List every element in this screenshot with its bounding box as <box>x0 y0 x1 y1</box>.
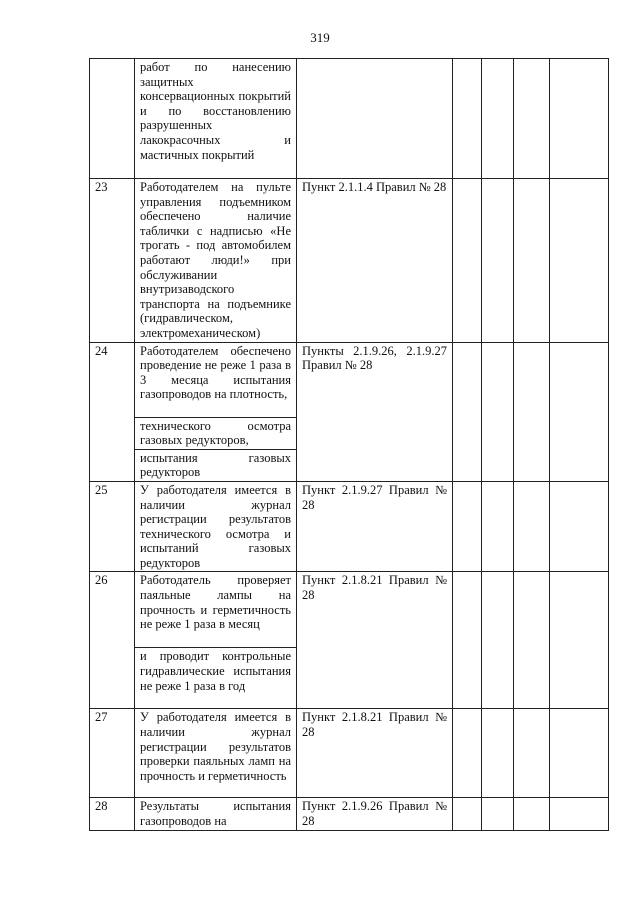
requirement-cell: испытания газовых редукторов <box>135 449 297 481</box>
reference-cell: Пункты 2.1.9.26, 2.1.9.27 Правил № 28 <box>297 342 453 481</box>
answer-cell-na <box>514 179 550 343</box>
answer-cell-yes <box>453 342 482 481</box>
reference-cell: Пункт 2.1.8.21 Правил № 28 <box>297 709 453 798</box>
answer-cell-na <box>514 572 550 709</box>
answer-cell-yes <box>453 572 482 709</box>
row-number: 24 <box>90 342 135 481</box>
note-cell <box>550 59 609 179</box>
answer-cell-yes <box>453 709 482 798</box>
answer-cell-yes <box>453 798 482 830</box>
reference-cell: Пункт 2.1.1.4 Правил № 28 <box>297 179 453 343</box>
row-number: 26 <box>90 572 135 709</box>
answer-cell-na <box>514 59 550 179</box>
note-cell <box>550 342 609 481</box>
answer-cell-no <box>482 798 514 830</box>
requirement-cell: Работодателем обеспечено проведение не реже 1 раза в 3 месяца испытания газопроводов на плотность, <box>135 342 297 417</box>
note-cell <box>550 709 609 798</box>
answer-cell-no <box>482 179 514 343</box>
requirement-cell: Работодатель проверяет паяльные лампы на прочность и герметичность не реже 1 раза в месяц <box>135 572 297 648</box>
note-cell <box>550 572 609 709</box>
row-number: 23 <box>90 179 135 343</box>
requirement-cell: Работодателем на пульте управления подъемником обеспечено наличие таблички с надписью «Не трогать - под автомобилем работают люди!» при обслуживании внутризаводского транспорта на подъемнике (гидравлическом, электромеханическом) <box>135 179 297 343</box>
requirement-cell: технического осмотра газовых редукторов, <box>135 417 297 449</box>
requirement-cell: и проводит контрольные гидравлические испытания не реже 1 раза в год <box>135 648 297 709</box>
requirement-cell: Результаты испытания газопроводов на <box>135 798 297 830</box>
answer-cell-na <box>514 798 550 830</box>
page-number: 319 <box>310 30 330 45</box>
reference-cell: Пункт 2.1.9.27 Правил № 28 <box>297 481 453 572</box>
row-number: 27 <box>90 709 135 798</box>
row-number: 28 <box>90 798 135 830</box>
table-row <box>90 481 609 572</box>
answer-cell-no <box>482 481 514 572</box>
table-row <box>90 798 609 830</box>
answer-cell-yes <box>453 59 482 179</box>
table-row <box>90 572 609 648</box>
table-row <box>90 342 609 417</box>
table-row <box>90 179 609 343</box>
answer-cell-no <box>482 709 514 798</box>
answer-cell-no <box>482 342 514 481</box>
note-cell <box>550 481 609 572</box>
row-number: 25 <box>90 481 135 572</box>
answer-cell-no <box>482 59 514 179</box>
note-cell <box>550 798 609 830</box>
requirement-cell: У работодателя имеется в наличии журнал регистрации результатов технического осмотра и испытаний газовых редукторов <box>135 481 297 572</box>
requirement-cell: работ по нанесению защитных консервационных покрытий и по восстановлению разрушенных лакокрасочных и мастичных покрытий <box>135 59 297 179</box>
table-row <box>90 59 609 179</box>
note-cell <box>550 179 609 343</box>
answer-cell-yes <box>453 179 482 343</box>
table-row <box>90 709 609 798</box>
row-number <box>90 59 135 179</box>
reference-cell: Пункт 2.1.8.21 Правил № 28 <box>297 572 453 709</box>
checklist-table <box>89 58 609 831</box>
answer-cell-yes <box>453 481 482 572</box>
requirement-cell: У работодателя имеется в наличии журнал регистрации результатов проверки паяльных ламп на прочность и герметичность <box>135 709 297 798</box>
answer-cell-na <box>514 709 550 798</box>
reference-cell <box>297 59 453 179</box>
answer-cell-na <box>514 342 550 481</box>
answer-cell-na <box>514 481 550 572</box>
answer-cell-no <box>482 572 514 709</box>
reference-cell: Пункт 2.1.9.26 Правил № 28 <box>297 798 453 830</box>
